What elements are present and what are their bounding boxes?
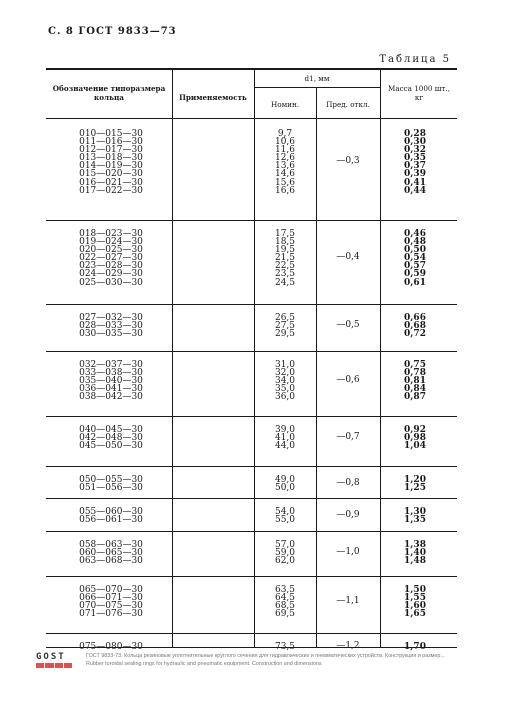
nominal-diameter: 14,6	[274, 169, 296, 180]
group-divider	[46, 576, 457, 577]
nominal-diameter: 24,5	[274, 277, 296, 288]
mass-value: 0,44	[404, 185, 426, 196]
header-nominal: Номин.	[270, 100, 300, 109]
size-designation: 056—061—30	[79, 515, 143, 526]
mass-value: 0,98	[404, 433, 426, 444]
mass-value: 0,57	[404, 261, 426, 272]
size-designation: 033—038—30	[79, 368, 143, 379]
nominal-diameter: 22,5	[274, 261, 296, 272]
size-designation: 018—023—30	[79, 229, 143, 239]
table-row-group	[46, 130, 457, 226]
tolerance-value: —1,0	[336, 547, 360, 558]
nominal-diameter: 73,5	[274, 642, 296, 652]
mass-value: 0,68	[404, 321, 426, 332]
nominal-diameter-column	[264, 643, 306, 651]
table-row-group	[46, 476, 457, 504]
mass-value: 0,81	[404, 376, 426, 387]
nominal-diameter: 44,0	[274, 441, 296, 452]
nominal-diameter-column	[264, 508, 306, 524]
size-designation-column	[66, 230, 156, 287]
nominal-diameter: 35,0	[274, 384, 296, 395]
tolerance-value: —0,4	[336, 252, 360, 263]
header-applicability: Применяемость	[179, 93, 247, 102]
size-designation: 028—033—30	[79, 321, 143, 332]
nominal-diameter: 57,0	[274, 540, 296, 550]
nominal-diameter: 36,0	[274, 392, 296, 403]
size-designation-column	[66, 130, 156, 195]
size-designation: 010—015—30	[79, 129, 143, 139]
mass-value: 1,04	[404, 441, 426, 452]
tolerance-value: —1,2	[336, 641, 360, 652]
table-row-group	[46, 361, 457, 422]
mass-value-column	[390, 643, 440, 651]
size-designation: 045—050—30	[79, 441, 143, 452]
size-designation-column	[66, 476, 156, 492]
header-divider	[46, 118, 457, 119]
size-designation: 030—035—30	[79, 329, 143, 340]
gost-logo	[36, 653, 72, 668]
group-divider	[46, 498, 457, 499]
mass-value-column	[390, 361, 440, 401]
nominal-diameter: 39,0	[274, 425, 296, 435]
size-designation: 017—022—30	[79, 185, 143, 196]
size-designation: 032—037—30	[79, 360, 143, 370]
size-designation: 066—071—30	[79, 593, 143, 604]
mass-value: 0,30	[404, 137, 426, 148]
nominal-diameter: 10,6	[274, 137, 296, 148]
nominal-diameter: 26,5	[274, 313, 296, 323]
mass-value: 0,39	[404, 169, 426, 180]
size-designation: 050—055—30	[79, 475, 143, 485]
size-designation-column	[66, 541, 156, 565]
tolerance-value: —0,6	[336, 375, 360, 386]
mass-value: 1,70	[404, 642, 426, 652]
tolerance-value: —0,3	[336, 156, 360, 167]
nominal-diameter: 55,0	[274, 515, 296, 526]
mass-value: 0,72	[404, 329, 426, 340]
mass-value: 0,84	[404, 384, 426, 395]
mass-value: 1,25	[404, 483, 426, 494]
group-divider	[46, 351, 457, 352]
group-divider	[46, 416, 457, 417]
mass-value: 1,30	[404, 507, 426, 517]
size-designation: 024—029—30	[79, 269, 143, 280]
nominal-diameter: 49,0	[274, 475, 296, 485]
nominal-diameter: 59,0	[274, 548, 296, 559]
tolerance-value: —1,1	[336, 596, 360, 607]
nominal-diameter-column	[264, 230, 306, 287]
group-divider	[46, 220, 457, 221]
header-designation: Обозначение типоразмера кольца	[52, 84, 166, 102]
mass-value: 1,38	[404, 540, 426, 550]
size-designation: 042—048—30	[79, 433, 143, 444]
mass-value-column	[390, 314, 440, 338]
group-divider	[46, 466, 457, 467]
nominal-diameter-column	[264, 314, 306, 338]
mass-value: 1,65	[404, 609, 426, 620]
nominal-diameter: 27,5	[274, 321, 296, 332]
nominal-diameter: 41,0	[274, 433, 296, 444]
nominal-diameter: 13,6	[274, 161, 296, 172]
size-designation: 012—017—30	[79, 145, 143, 156]
nominal-diameter-column	[264, 361, 306, 401]
nominal-diameter: 34,0	[274, 376, 296, 387]
table-label: Таблица 5	[379, 54, 451, 65]
mass-value-column	[390, 476, 440, 492]
mass-value: 0,35	[404, 153, 426, 164]
mass-value: 1,40	[404, 548, 426, 559]
size-designation: 075—080—30	[79, 642, 143, 652]
footer-line-en: Rubber toroidal sealing rings for hydraulic and pneumatic equipment. Construction and dimensions	[86, 661, 322, 667]
nominal-diameter: 69,5	[274, 609, 296, 620]
group-divider	[46, 633, 457, 634]
nominal-diameter: 63,5	[274, 585, 296, 595]
size-designation: 060—065—30	[79, 548, 143, 559]
mass-value-column	[390, 230, 440, 287]
nominal-diameter: 23,5	[274, 269, 296, 280]
size-designation: 015—020—30	[79, 169, 143, 180]
size-designation-column	[66, 426, 156, 450]
mass-value: 0,59	[404, 269, 426, 280]
mass-value: 1,48	[404, 556, 426, 567]
mass-value: 0,28	[404, 129, 426, 139]
size-designation: 011—016—30	[79, 137, 143, 148]
size-designation: 063—068—30	[79, 556, 143, 567]
nominal-diameter-column	[264, 541, 306, 565]
mass-value: 0,87	[404, 392, 426, 403]
nominal-diameter-column	[264, 426, 306, 450]
data-table	[46, 68, 457, 652]
nominal-diameter: 68,5	[274, 601, 296, 612]
size-designation-column	[66, 586, 156, 618]
size-designation: 013—018—30	[79, 153, 143, 164]
mass-value-column	[390, 130, 440, 195]
table-row-group	[46, 508, 457, 537]
tolerance-value: —0,9	[336, 510, 360, 521]
size-designation: 025—030—30	[79, 277, 143, 288]
size-designation: 055—060—30	[79, 507, 143, 517]
tolerance-value: —0,7	[336, 432, 360, 443]
mass-value: 1,50	[404, 585, 426, 595]
group-divider	[46, 531, 457, 532]
size-designation: 038—042—30	[79, 392, 143, 403]
mass-value: 1,20	[404, 475, 426, 485]
mass-value-column	[390, 508, 440, 524]
group-divider	[46, 304, 457, 305]
size-designation: 027—032—30	[79, 313, 143, 323]
table-row-group	[46, 230, 457, 310]
nominal-diameter: 17,5	[274, 229, 296, 239]
size-designation-column	[66, 314, 156, 338]
size-designation: 036—041—30	[79, 384, 143, 395]
header-d1: d1, мм	[304, 74, 330, 83]
nominal-diameter: 54,0	[274, 507, 296, 517]
mass-value: 0,48	[404, 237, 426, 248]
size-designation-column	[66, 508, 156, 524]
nominal-diameter: 32,0	[274, 368, 296, 379]
mass-value: 1,60	[404, 601, 426, 612]
size-designation-column	[66, 643, 156, 651]
nominal-diameter: 12,6	[274, 153, 296, 164]
mass-value-column	[390, 541, 440, 565]
header-sub-divider	[254, 87, 380, 88]
table-row-group	[46, 586, 457, 639]
nominal-diameter: 31,0	[274, 360, 296, 370]
mass-value: 0,66	[404, 313, 426, 323]
tolerance-value: —0,5	[336, 320, 360, 331]
nominal-diameter: 64,5	[274, 593, 296, 604]
nominal-diameter: 15,6	[274, 177, 296, 188]
header-mass: Масса 1000 шт., кг	[387, 84, 451, 102]
mass-value: 0,37	[404, 161, 426, 172]
mass-value: 1,55	[404, 593, 426, 604]
nominal-diameter: 11,6	[274, 145, 296, 156]
nominal-diameter: 50,0	[274, 483, 296, 494]
mass-value: 0,46	[404, 229, 426, 239]
size-designation: 051—056—30	[79, 483, 143, 494]
size-designation: 058—063—30	[79, 540, 143, 550]
mass-value: 0,32	[404, 145, 426, 156]
header-tolerance: Пред. откл.	[326, 100, 370, 109]
size-designation: 071—076—30	[79, 609, 143, 620]
logo-text: GOST	[36, 652, 66, 662]
size-designation: 019—024—30	[79, 237, 143, 248]
size-designation: 065—070—30	[79, 585, 143, 595]
mass-value: 0,54	[404, 253, 426, 264]
mass-value: 0,41	[404, 177, 426, 188]
mass-value: 0,75	[404, 360, 426, 370]
nominal-diameter: 62,0	[274, 556, 296, 567]
nominal-diameter: 19,5	[274, 245, 296, 256]
mass-value-column	[390, 586, 440, 618]
tolerance-value: —0,8	[336, 478, 360, 489]
nominal-diameter: 16,6	[274, 185, 296, 196]
size-designation: 020—025—30	[79, 245, 143, 256]
mass-value: 0,78	[404, 368, 426, 379]
nominal-diameter: 9,7	[277, 129, 293, 139]
nominal-diameter: 18,5	[274, 237, 296, 248]
mass-value: 0,61	[404, 277, 426, 288]
size-designation-column	[66, 361, 156, 401]
nominal-diameter-column	[264, 130, 306, 195]
nominal-diameter-column	[264, 476, 306, 492]
size-designation: 023—028—30	[79, 261, 143, 272]
size-designation: 022—027—30	[79, 253, 143, 264]
logo-red-bar	[36, 663, 72, 668]
nominal-diameter: 21,5	[274, 253, 296, 264]
footer	[36, 651, 481, 669]
size-designation: 016—021—30	[79, 177, 143, 188]
mass-value: 1,35	[404, 515, 426, 526]
nominal-diameter: 29,5	[274, 329, 296, 340]
size-designation: 040—045—30	[79, 425, 143, 435]
page-header: С. 8 ГОСТ 9833—73	[48, 26, 177, 37]
size-designation: 035—040—30	[79, 376, 143, 387]
footer-text	[86, 652, 481, 668]
size-designation: 014—019—30	[79, 161, 143, 172]
nominal-diameter-column	[264, 586, 306, 618]
footer-line-ru: ГОСТ 9833-73. Кольца резиновые уплотнительные круглого сечения для гидравлических и пневматических устройств. Конструкция и размер...	[86, 653, 445, 659]
size-designation: 070—075—30	[79, 601, 143, 612]
mass-value: 0,92	[404, 425, 426, 435]
mass-value: 0,50	[404, 245, 426, 256]
mass-value-column	[390, 426, 440, 450]
